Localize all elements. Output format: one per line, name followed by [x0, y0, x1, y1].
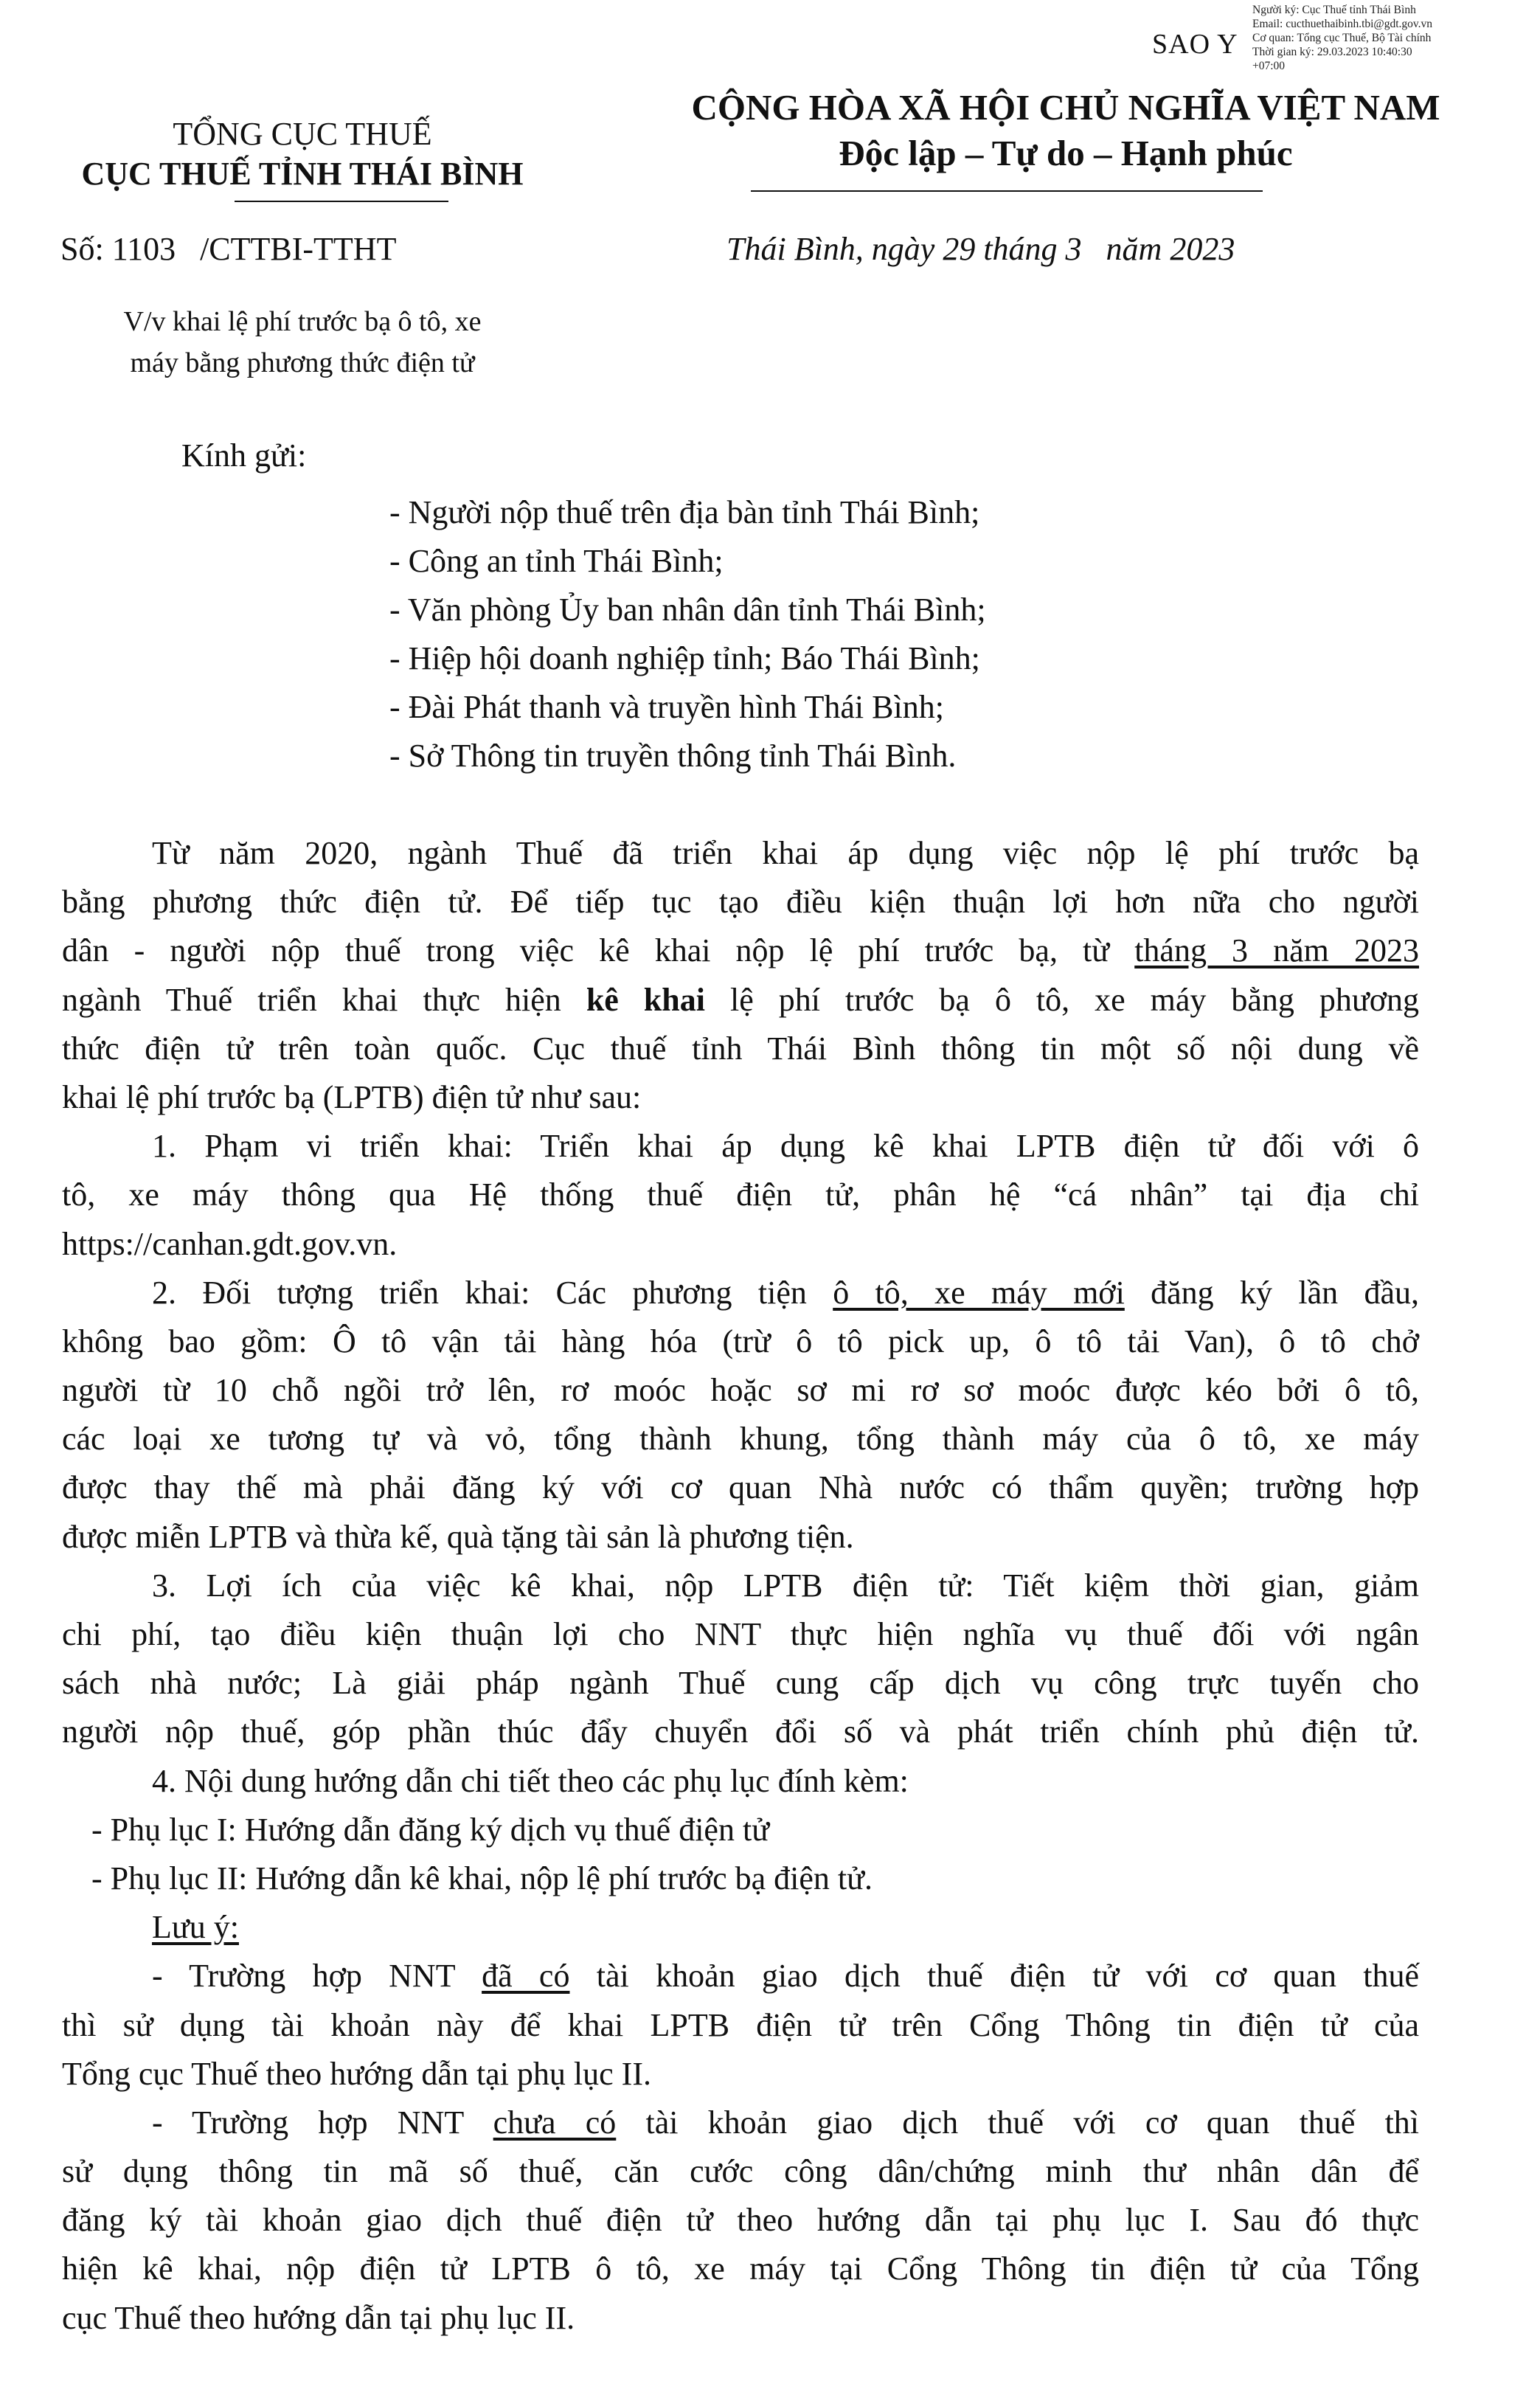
body-line: Từ năm 2020, ngành Thuế đã triển khai áp dụng việc nộp lệ phí trước bạ [152, 835, 1419, 871]
recipient-list [389, 488, 986, 780]
document-body [62, 829, 1419, 2343]
body-line: https://canhan.gdt.gov.vn. [62, 1225, 398, 1262]
body-line [62, 976, 1419, 1025]
body-line [62, 926, 1419, 975]
document-subject [44, 301, 561, 384]
underlined-term: đã có [482, 1958, 570, 1995]
signature-timezone: +07:00 [1252, 60, 1286, 72]
body-text: 2. Đối tượng triển khai: Các phương tiện [152, 1274, 807, 1311]
note-label: Lưu ý: [152, 1909, 239, 1946]
body-line: thì sử dụng tài khoản này để khai LPTB điện tử trên Cổng Thông tin điện tử của [62, 2006, 1419, 2043]
subject-line: máy bằng phương thức điện tử [130, 347, 475, 378]
body-line: được thay thế mà phải đăng ký với cơ quan Nhà nước có thẩm quyền; trường hợp [62, 1469, 1419, 1506]
salutation: Kính gửi: [181, 437, 307, 474]
body-line: sử dụng thông tin mã số thuế, căn cước công dân/chứng minh thư nhân dân để [62, 2153, 1419, 2190]
note-heading [62, 1903, 1419, 1952]
underlined-term: ô tô, xe máy mới [833, 1274, 1125, 1311]
body-line: được miễn LPTB và thừa kế, quà tặng tài sản là phương tiện. [62, 1518, 854, 1555]
copy-mark: SAO Y [1152, 29, 1238, 60]
body-line: thức điện tử trên toàn quốc. Cục thuế tỉnh Thái Bình thông tin một số nội dung về [62, 1030, 1419, 1067]
body-line: cục Thuế theo hướng dẫn tại phụ lục II. [62, 2299, 575, 2336]
body-line: chi phí, tạo điều kiện thuận lợi cho NNT thực hiện nghĩa vụ thuế đối với ngân [62, 1616, 1419, 1652]
agency-name: CỤC THUẾ TỈNH THÁI BÌNH [81, 156, 524, 192]
body-line: các loại xe tương tự và vỏ, tổng thành khung, tổng thành máy của ô tô, xe máy [62, 1421, 1419, 1458]
body-text: lệ phí trước bạ ô tô, xe máy bằng phương [729, 981, 1420, 1018]
body-text: ngành Thuế triển khai thực hiện [62, 981, 561, 1018]
signature-signer: Người ký: Cục Thuế tỉnh Thái Bình [1252, 4, 1416, 16]
body-text: tài khoản giao dịch thuế điện tử với cơ quan thuế [596, 1958, 1420, 1995]
signature-organization: Cơ quan: Tổng cục Thuế, Bộ Tài chính [1252, 32, 1432, 44]
recipient-item: - Đài Phát thanh và truyền hình Thái Bình; [389, 689, 944, 725]
body-line: sách nhà nước; Là giải pháp ngành Thuế cung cấp dịch vụ công trực tuyến cho [62, 1665, 1419, 1702]
body-text: - Trường hợp NNT [152, 1958, 455, 1995]
signature-time: Thời gian ký: 29.03.2023 10:40:30 [1252, 46, 1412, 58]
subject-line: V/v khai lệ phí trước bạ ô tô, xe [123, 306, 482, 337]
agency-underline [235, 201, 448, 202]
body-line: 4. Nội dung hướng dẫn chi tiết theo các phụ lục đính kèm: [152, 1762, 909, 1799]
highlight-date: tháng 3 năm 2023 [1134, 932, 1419, 969]
body-line: bằng phương thức điện tử. Để tiếp tục tạo điều kiện thuận lợi hơn nữa cho người [62, 884, 1419, 921]
body-text: tài khoản giao dịch thuế với cơ quan thuế thì [645, 2104, 1420, 2141]
signature-email: Email: cucthuethaibinh.tbi@gdt.gov.vn [1252, 18, 1433, 30]
body-line: 3. Lợi ích của việc kê khai, nộp LPTB điện tử: Tiết kiệm thời gian, giảm [152, 1567, 1419, 1604]
body-line: người từ 10 chỗ ngồi trở lên, rơ moóc hoặc sơ mi rơ sơ moóc được kéo bởi ô tô, [62, 1372, 1419, 1409]
body-text: dân - người nộp thuế trong việc kê khai nộp lệ phí trước bạ, từ [62, 932, 1110, 969]
recipient-item: - Người nộp thuế trên địa bàn tỉnh Thái Bình; [389, 494, 980, 530]
recipient-item: - Hiệp hội doanh nghiệp tỉnh; Báo Thái Bình; [389, 640, 980, 676]
body-line: hiện kê khai, nộp điện tử LPTB ô tô, xe máy tại Cổng Thông tin điện tử của Tổng [62, 2250, 1419, 2287]
body-line [62, 2099, 1419, 2147]
document-number: Số: 1103 /CTTBI-TTHT [60, 231, 397, 267]
body-line: đăng ký tài khoản giao dịch thuế điện tử theo hướng dẫn tại phụ lục I. Sau đó thực [62, 2202, 1419, 2239]
bold-term: kê khai [586, 981, 705, 1018]
recipient-item: - Sở Thông tin truyền thông tỉnh Thái Bình. [389, 738, 957, 774]
nation-name: CỘNG HÒA XÃ HỘI CHỦ NGHĨA VIỆT NAM [691, 87, 1440, 128]
body-line: Tổng cục Thuế theo hướng dẫn tại phụ lục II. [62, 2055, 651, 2092]
body-line [62, 1952, 1419, 2000]
body-text: đăng ký lần đầu, [1151, 1274, 1419, 1311]
body-line: không bao gồm: Ô tô vận tải hàng hóa (trừ ô tô pick up, ô tô tải Van), ô tô chở [62, 1323, 1419, 1359]
body-line: tô, xe máy thông qua Hệ thống thuế điện tử, phân hệ “cá nhân” tại địa chỉ [62, 1177, 1419, 1213]
body-line [62, 1269, 1419, 1317]
underlined-term: chưa có [493, 2104, 617, 2141]
issuing-agency [44, 114, 561, 194]
body-line: khai lệ phí trước bạ (LPTB) điện tử như sau: [62, 1078, 642, 1115]
digital-signature-block [1252, 3, 1533, 73]
agency-parent: TỔNG CỤC THUẾ [173, 116, 432, 152]
national-header [612, 85, 1519, 176]
body-line: người nộp thuế, góp phần thúc đẩy chuyển đổi số và phát triển chính phủ điện tử. [62, 1714, 1419, 1750]
document-date: Thái Bình, ngày 29 tháng 3 năm 2023 [726, 231, 1235, 267]
motto-underline [751, 190, 1263, 192]
nation-motto: Độc lập – Tự do – Hạnh phúc [839, 133, 1293, 173]
appendix-item: - Phụ lục II: Hướng dẫn kê khai, nộp lệ phí trước bạ điện tử. [91, 1860, 873, 1896]
body-line: 1. Phạm vi triển khai: Triển khai áp dụng kê khai LPTB điện tử đối với ô [152, 1128, 1419, 1165]
recipient-item: - Văn phòng Ủy ban nhân dân tỉnh Thái Bình; [389, 592, 986, 628]
body-text: - Trường hợp NNT [152, 2104, 464, 2141]
appendix-item: - Phụ lục I: Hướng dẫn đăng ký dịch vụ thuế điện tử [91, 1811, 770, 1848]
recipient-item: - Công an tỉnh Thái Bình; [389, 543, 724, 579]
